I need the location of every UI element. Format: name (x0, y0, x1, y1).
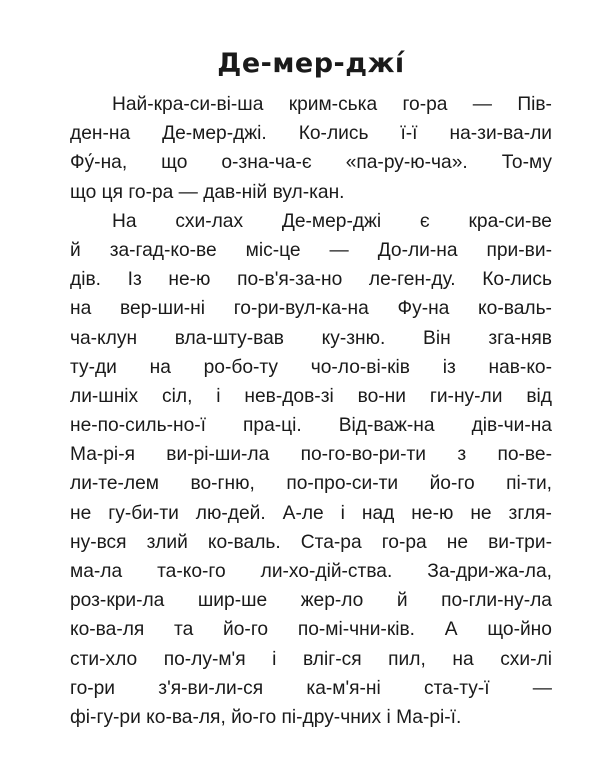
paragraph (70, 90, 552, 207)
text-line: ма-ла та-ко-го ли-хо-дій-ства. За-дри-жа-ла, (70, 561, 552, 582)
text-line: ча-клун вла-шту-вав ку-зню. Він зга-няв (70, 327, 552, 349)
text-line: не-по-силь-но-ї пра-ці. Від-важ-на дів-чи-на (70, 415, 552, 437)
text-line: Най-кра-си-ві-ша крим-ська го-ра — Пів- (112, 94, 552, 115)
text-line: ну-вся злий ко-валь. Ста-ра го-ра не ви-три- (70, 531, 552, 553)
paragraph (70, 207, 552, 732)
text-line: ли-те-лем во-гню, по-про-си-ти йо-го пі-ти, (70, 473, 552, 495)
text-line: й за-гад-ко-ве міс-це — До-ли-на при-ви- (70, 239, 552, 261)
text-line: фі-гу-ри ко-ва-ля, йо-го пі-дру-чних і Ма-рі-ї. (70, 706, 462, 728)
text-line: Фу́-на, що о-зна-ча-є «па-ру-ю-ча». То-му (70, 152, 552, 174)
text-line: на вер-ши-ні го-ри-вул-ка-на Фу-на ко-валь- (70, 298, 552, 320)
text-line: ден-на Де-мер-джі. Ко-лись ї-ї на-зи-ва-ли (70, 123, 552, 145)
text-line: сти-хло по-лу-м'я і вліг-ся пил, на схи-лі (70, 648, 552, 670)
text-line: На схи-лах Де-мер-джі є кра-си-ве (112, 210, 552, 232)
text-line: ко-ва-ля та йо-го по-мі-чни-ків. А що-йно (70, 619, 552, 641)
text-line: ли-шніх сіл, і нев-дов-зі во-ни ги-ну-ли від (70, 385, 552, 407)
text-page (70, 44, 552, 732)
text-line: ту-ди на ро-бо-ту чо-ло-ві-ків із нав-ко- (70, 356, 552, 378)
text-line: не гу-би-ти лю-дей. А-ле і над не-ю не згля- (70, 502, 552, 524)
text-line: що ця го-ра — дав-ній вул-кан. (70, 181, 345, 203)
text-line: дів. Із не-ю по-в'я-за-но ле-ген-ду. Ко-лись (70, 269, 552, 291)
body-text (70, 90, 552, 732)
text-line: го-ри з'я-ви-ли-ся ка-м'я-ні ста-ту-ї — (70, 677, 552, 699)
page-title: Де-мер-джі́ (217, 48, 405, 79)
text-line: роз-кри-ла шир-ше жер-ло й по-гли-ну-ла (70, 590, 552, 612)
text-line: Ма-рі-я ви-рі-ши-ла по-го-во-ри-ти з по-ве- (70, 444, 552, 466)
